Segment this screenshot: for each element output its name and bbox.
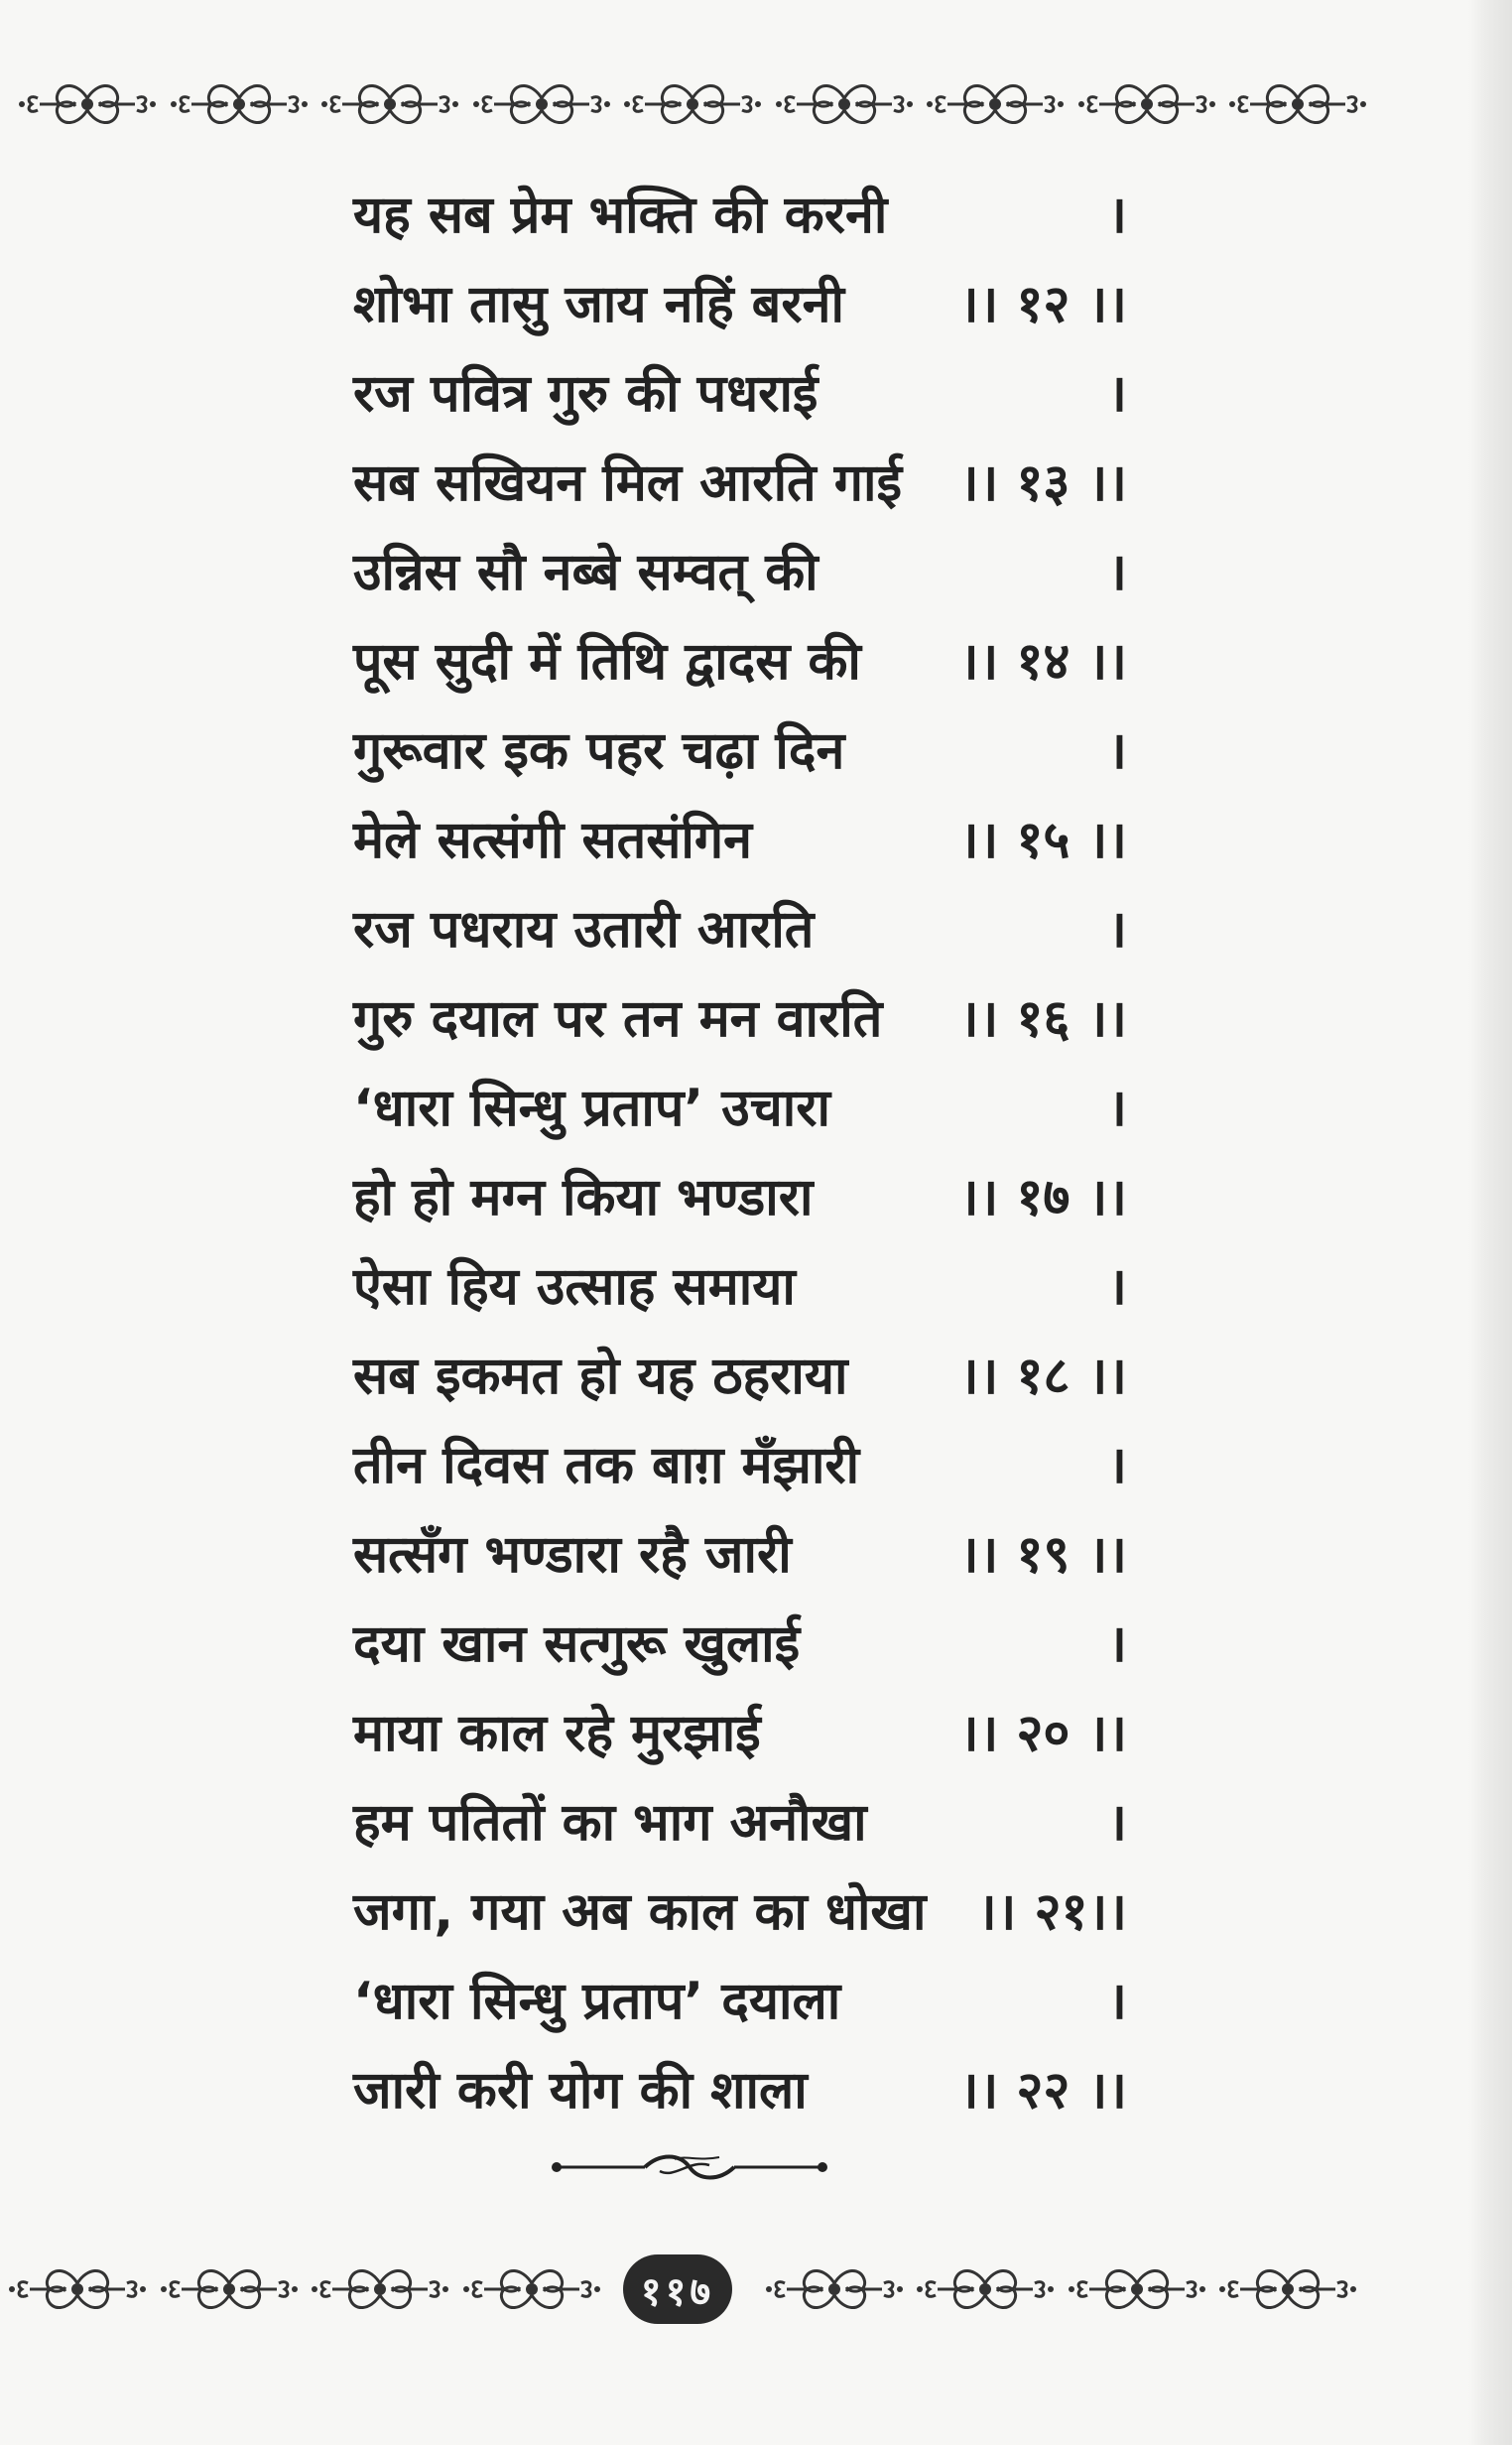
- verse-text: गुरूवार इक पहर चढ़ा दिन: [353, 721, 845, 781]
- verse-text: रज पवित्र गुरु की पधराई: [353, 364, 819, 424]
- verse-end-mark: ।: [1107, 721, 1127, 781]
- verse-text: तीन दिवस तक बाग़ मँझारी: [353, 1436, 860, 1495]
- verse-line: [353, 707, 1127, 796]
- verse-line: [353, 974, 1127, 1064]
- floral-ornament-icon: [775, 76, 914, 132]
- verse-line: [353, 171, 1127, 260]
- verse-line: [353, 1957, 1127, 2046]
- verse-number: ।। १८ ।।: [958, 1347, 1127, 1406]
- verse-text: हम पतितों का भाग अनौखा: [353, 1793, 867, 1853]
- verse-end-mark: ।: [1107, 1257, 1127, 1317]
- floral-ornament-icon: [170, 76, 309, 132]
- floral-ornament-icon: [1228, 76, 1367, 132]
- verse-number: ।। १३ ।।: [958, 453, 1127, 513]
- verse-text: हो हो मग्न किया भण्डारा: [353, 1168, 814, 1227]
- flourish-divider-icon: [551, 2149, 828, 2189]
- verse-line: [353, 1242, 1127, 1332]
- floral-ornament-icon: [160, 2261, 299, 2317]
- floral-ornament-icon: [765, 2261, 904, 2317]
- verse-number: ।। २२ ।।: [958, 2061, 1127, 2121]
- verse-line: [353, 796, 1127, 885]
- floral-ornament-icon: [916, 2261, 1055, 2317]
- verse-text: गुरु दयाल पर तन मन वारति: [353, 989, 883, 1049]
- verse-line: [353, 617, 1127, 707]
- floral-ornament-icon: [462, 2261, 601, 2317]
- verse-text: ऐसा हिय उत्साह समाया: [353, 1257, 796, 1317]
- verse-text: शोभा तासु जाय नहिं बरनी: [353, 275, 844, 334]
- verse-end-mark: ।: [1107, 1793, 1127, 1853]
- verse-text: ‘धारा सिन्धु प्रताप’ उचारा: [353, 1079, 830, 1138]
- verse-line: [353, 1867, 1127, 1957]
- verse-line: [353, 439, 1127, 528]
- verse-end-mark: ।: [1107, 1614, 1127, 1674]
- verse-number: ।। १७ ।।: [958, 1168, 1127, 1227]
- floral-ornament-icon: [623, 76, 762, 132]
- verse-line: [353, 1421, 1127, 1510]
- verse-end-mark: ।: [1107, 364, 1127, 424]
- verse-number: ।। १६ ।।: [958, 989, 1127, 1049]
- verse-line: [353, 885, 1127, 974]
- floral-ornament-icon: [926, 76, 1065, 132]
- verse-number: ।। २१।।: [976, 1882, 1127, 1942]
- verse-text: मेले सत्संगी सतसंगिन: [353, 811, 753, 870]
- verse-line: [353, 2046, 1127, 2135]
- verse-number: ।। १४ ।।: [958, 632, 1127, 692]
- verse-text: पूस सुदी में तिथि द्वादस की: [353, 632, 861, 692]
- verse-end-mark: ।: [1107, 900, 1127, 960]
- verse-end-mark: ।: [1107, 1436, 1127, 1495]
- floral-ornament-icon: [320, 76, 459, 132]
- verse-line: [353, 1064, 1127, 1153]
- verse-line: [353, 1778, 1127, 1867]
- floral-ornament-icon: [8, 2261, 147, 2317]
- verse-number: ।। २० ।।: [958, 1704, 1127, 1763]
- verse-text: माया काल रहे मुरझाई: [353, 1704, 761, 1763]
- floral-ornament-icon: [1218, 2261, 1357, 2317]
- verse-line: [353, 349, 1127, 439]
- verse-text: यह सब प्रेम भक्ति की करनी: [353, 186, 888, 245]
- verse-text: उन्निस सौ नब्बे सम्वत् की: [353, 543, 819, 602]
- top-ornament-border: [18, 69, 1367, 139]
- verse-line: [353, 1153, 1127, 1242]
- page-number: ११७: [623, 2254, 732, 2324]
- floral-ornament-icon: [311, 2261, 449, 2317]
- verse-text: दया खान सत्गुरू खुलाई: [353, 1614, 801, 1674]
- verse-end-mark: ।: [1107, 186, 1127, 245]
- verse-text: ‘धारा सिन्धु प्रताप’ दयाला: [353, 1972, 841, 2031]
- verse-line: [353, 528, 1127, 617]
- floral-ornament-icon: [18, 76, 157, 132]
- verse-line: [353, 1510, 1127, 1600]
- verse-number: ।। १५ ।।: [958, 811, 1127, 870]
- verse-end-mark: ।: [1107, 1079, 1127, 1138]
- verse-block: [353, 171, 1127, 2135]
- verse-number: ।। १२ ।।: [958, 275, 1127, 334]
- page-edge-shadow: [1468, 0, 1512, 2445]
- verse-line: [353, 1689, 1127, 1778]
- verse-text: सब इकमत हो यह ठहराया: [353, 1347, 848, 1406]
- floral-ornament-icon: [1077, 76, 1216, 132]
- verse-number: ।। १९ ।।: [958, 1525, 1127, 1585]
- verse-line: [353, 260, 1127, 349]
- verse-text: सत्सँग भण्डारा रहै जारी: [353, 1525, 792, 1585]
- verse-line: [353, 1600, 1127, 1689]
- verse-line: [353, 1332, 1127, 1421]
- verse-text: सब सखियन मिल आरति गाई: [353, 453, 903, 513]
- floral-ornament-icon: [1068, 2261, 1206, 2317]
- verse-text: जगा, गया अब काल का धोखा: [353, 1882, 927, 1942]
- verse-text: रज पधराय उतारी आरति: [353, 900, 815, 960]
- verse-text: जारी करी योग की शाला: [353, 2061, 808, 2121]
- floral-ornament-icon: [472, 76, 611, 132]
- verse-end-mark: ।: [1107, 543, 1127, 602]
- verse-end-mark: ।: [1107, 1972, 1127, 2031]
